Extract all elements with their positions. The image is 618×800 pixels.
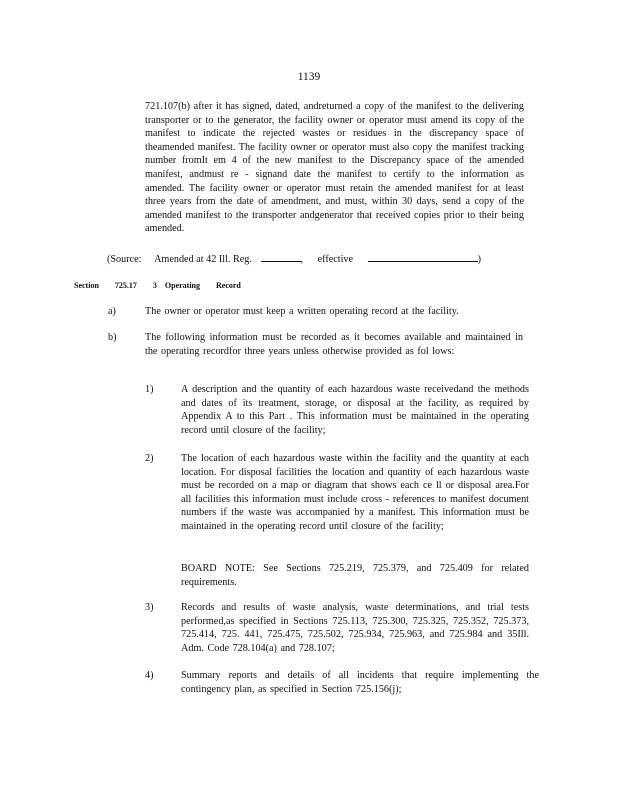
source-comma: , xyxy=(300,254,304,265)
section-title-num: 3 xyxy=(152,281,157,290)
source-close: ) xyxy=(477,254,481,265)
effective-date-blank xyxy=(368,252,478,262)
item-b3-text: Records and results of waste analysis, waste determinations, and trial tests performed,as specified in Sections 725.113, 725.300, 725.325, 725.352, 725.373, 725.414, 725. 441, 725.475, 725.502, 725.934, 725.963, and 725.984 and 35Ill. Adm. Code 728.104(a) and 728.107; xyxy=(181,602,529,654)
top-paragraph: 721.107(b) after it has signed, dated, andreturned a copy of the manifest to the delivering transporter or to the generator, the facility owner or operator must amend its copy of the manifest to indicate the rejected wastes or residues in the discrepancy space of theamended manifest. The facility owner or operator must also copy the manifest tracking number fromIt em 4 of the new manifest to the Discrepancy space of the amended manifest, andmust re - signand date the manifest to certify to the information as amended. The facility owner or operator must retain the amended manifest for at least three years from the date of amendment, and must, within 30 days, send a copy of the amended manifest to the transporter andgenerator that received copies prior to their being amended. xyxy=(145,101,524,235)
item-b3-label: 3) xyxy=(145,602,154,613)
item-a-label: a) xyxy=(108,306,116,317)
item-b2-label: 2) xyxy=(145,453,154,464)
item-b4-label: 4) xyxy=(145,670,154,681)
item-b1-label: 1) xyxy=(145,384,154,395)
source-amended: Amended at 42 Ill. Reg. xyxy=(154,254,252,265)
section-heading xyxy=(74,281,255,290)
source-effective: effective xyxy=(317,254,354,265)
section-number: 725.17 xyxy=(114,281,137,290)
item-b4-text: Summary reports and details of all incidents that require implementing the contingency plan, as specified in Section 725.156(j); xyxy=(181,670,539,695)
board-note: BOARD NOTE: See Sections 725.219, 725.379, and 725.409 for related requirements. xyxy=(181,563,529,588)
page-number: 1139 xyxy=(297,71,321,83)
item-b-text: The following information must be recorded as it becomes available and maintained in the operating recordfor three years unless otherwise provided as fol lows: xyxy=(145,332,523,357)
section-title-word1: Operating xyxy=(164,281,200,290)
source-prefix: (Source: xyxy=(107,254,142,265)
item-b1-text: A description and the quantity of each hazardous waste receivedand the methods and dates of its treatment, storage, or disposal at the facility, as required by Appendix A to this Part . This information must be maintained in the operating record until closure of the facility; xyxy=(181,384,529,436)
section-label: Section xyxy=(74,281,99,290)
item-b-label: b) xyxy=(108,332,117,343)
item-a-text: The owner or operator must keep a written operating record at the facility. xyxy=(145,306,459,317)
register-blank xyxy=(261,252,301,262)
section-title-word2: Record xyxy=(216,281,241,290)
item-b2-text: The location of each hazardous waste within the facility and the quantity at each location. For disposal facilities the location and quantity of each hazardous waste must be recorded on a map or diagram that shows each ce ll or disposal area.For all facilities this information must include cross - references to manifest document numbers if the waste was accompanied by a manifest. This information must be maintained in the operating record until closure of the facility; xyxy=(181,453,529,532)
source-note xyxy=(107,252,547,267)
